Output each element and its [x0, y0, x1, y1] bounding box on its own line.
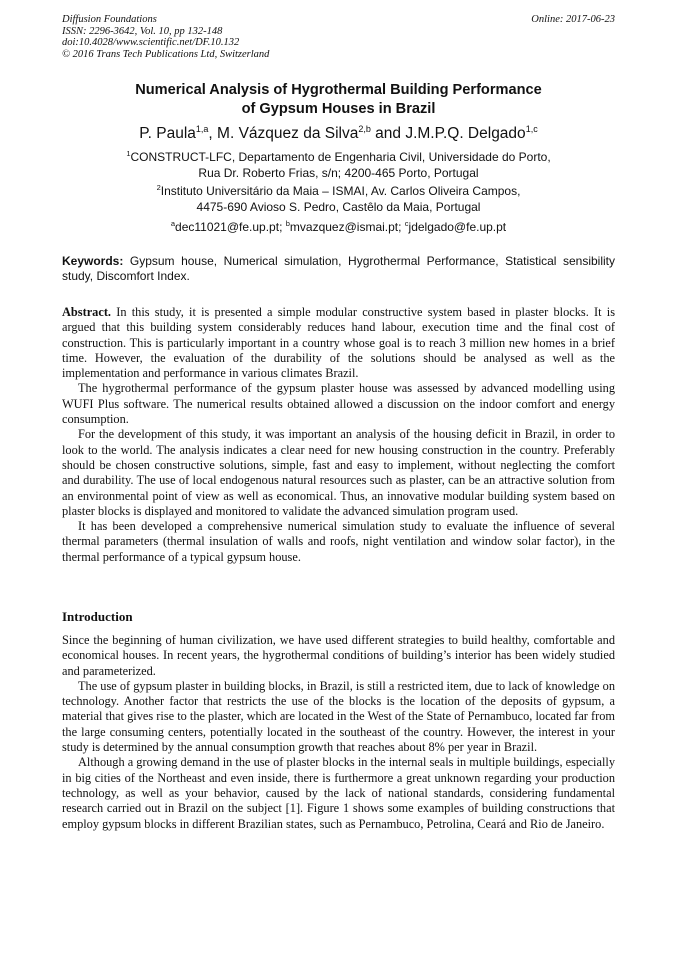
- affiliation-address: Rua Dr. Roberto Frias, s/n; 4200-465 Porto, Portugal: [198, 166, 479, 180]
- email-line: [62, 219, 615, 235]
- affiliation-line: [62, 183, 615, 199]
- abstract-paragraph: For the development of this study, it was important an analysis of the housing deficit in Brazil, in order to look to the world. The analysis indicates a clear need for new housing construction in the country. Preferably should be chosen constructive solutions, simple, fast and easy to implement, without neglecting the comfort and durability. The use of local endogenous natural resources such as plaster, can be an attractive solution from an environmental point of view as well as economical. Thus, an innovative modular building system based on plaster blocks is displayed and monitored to validate the advanced simulation program used.: [62, 427, 615, 518]
- author-separator: and: [370, 125, 406, 142]
- email-address[interactable]: jdelgado@fe.up.pt: [408, 220, 507, 234]
- section-heading-introduction: Introduction: [62, 609, 133, 624]
- author-name: M. Vázquez da Silva: [217, 125, 359, 142]
- affiliation-marker: 1: [126, 149, 131, 158]
- author-name: P. Paula: [139, 125, 196, 142]
- introduction-body: [62, 633, 615, 832]
- email-separator: ;: [279, 220, 286, 234]
- journal-name: Diffusion Foundations: [62, 14, 157, 25]
- email-address[interactable]: dec11021@fe.up.pt: [175, 220, 280, 234]
- abstract-paragraph: It has been developed a comprehensive numerical simulation study to evaluate the influence of several thermal parameters (thermal insulation of walls and roofs, night ventilation and window solar factor), in the thermal performance of a typical gypsum house.: [62, 519, 615, 564]
- affiliation-line: [62, 149, 615, 165]
- keywords: [62, 254, 615, 284]
- issn: ISSN: 2296-3642, Vol. 10, pp 132-148: [62, 25, 223, 37]
- affiliation-address: 4475-690 Avioso S. Pedro, Castêlo da Maia, Portugal: [196, 200, 481, 214]
- keywords-text: Gypsum house, Numerical simulation, Hygrothermal Performance, Statistical sensibility study, Discomfort Index.: [62, 254, 615, 283]
- body-paragraph: Although a growing demand in the use of plaster blocks in the internal seals in multiple buildings, especially in big cities of the Northeast and even inside, there is furthermore a great unknown regarding your production technology, as well as your behavior, caused by the lack of national standards, considering fundamental research carried out in Brazil on the subject [1]. Figure 1 shows some examples of building constructions that employ gypsum blocks in different Brazilian states, such as Pernambuco, Petrolina, Ceará and Rio de Janeiro.: [62, 755, 615, 831]
- affiliation-text: Instituto Universitário da Maia – ISMAI, Av. Carlos Oliveira Campos,: [160, 184, 521, 198]
- email-separator: ;: [398, 220, 405, 234]
- affiliation-text: CONSTRUCT-LFC, Departamento de Engenharia Civil, Universidade do Porto,: [130, 150, 551, 164]
- author-affiliation-marker: 2,b: [358, 124, 371, 134]
- title-line-2: of Gypsum Houses in Brazil: [241, 101, 436, 117]
- author-affiliation-marker: 1,a: [195, 124, 209, 134]
- online-date: Online: 2017-06-23: [531, 14, 615, 25]
- author-list: [62, 124, 615, 143]
- abstract-text: In this study, it is presented a simple modular constructive system based in plaster blocks. It is argued that this building system considerably reduces hand labour, execution time and the final cost of construction. This is particularly important in a country whose goal is to reach 3 million new homes in a brief time. However, the evaluation of the durability of the solutions should be analysed as well as the implementation and performance in various climates Brazil.: [62, 305, 615, 381]
- email-address[interactable]: mvazquez@ismai.pt: [289, 220, 399, 234]
- email-marker: b: [285, 219, 290, 228]
- body-paragraph: The use of gypsum plaster in building blocks, in Brazil, is still a restricted item, due to lack of knowledge on technology. Another factor that restricts the use of the blocks is the location of the deposits of gypsum, a material that gives rise to the plaster, which are located in the West of the State of Pernambuco, located far from the large consuming centers, potentially located in the southeast of the country. However, the interest in your study is determined by the annual consumption growth that reaches about 8% per year in Brazil.: [62, 678, 615, 755]
- affiliation-marker: 2: [156, 183, 161, 192]
- keywords-label: Keywords:: [62, 254, 124, 268]
- email-marker: a: [170, 219, 176, 228]
- abstract-label: Abstract.: [62, 305, 112, 319]
- paper-title: [62, 81, 615, 119]
- email-list: [62, 219, 615, 235]
- abstract-paragraph: [62, 305, 615, 381]
- title-line-1: Numerical Analysis of Hygrothermal Building Performance: [135, 82, 542, 98]
- abstract-paragraph: The hygrothermal performance of the gypsum plaster house was assessed by advanced modelling using WUFI Plus software. The numerical results obtained allowed a discussion on the indoor comfort and energy consumption.: [62, 381, 615, 427]
- copyright: © 2016 Trans Tech Publications Ltd, Switzerland: [62, 48, 270, 60]
- abstract: [62, 305, 615, 565]
- email-marker: c: [404, 219, 409, 228]
- author-separator: ,: [208, 125, 218, 142]
- author-name: J.M.P.Q. Delgado: [405, 125, 526, 142]
- journal-info: [62, 14, 269, 60]
- affiliation-1: [62, 149, 615, 181]
- doi: doi:10.4028/www.scientific.net/DF.10.132: [62, 37, 240, 49]
- affiliation-2: [62, 183, 615, 215]
- body-paragraph: Since the beginning of human civilization, we have used different strategies to build healthy, comfortable and economical houses. In recent years, the hygrothermal conditions of building’s interior has been widely studied and parameterized.: [62, 633, 615, 678]
- author-affiliation-marker: 1,c: [525, 124, 538, 134]
